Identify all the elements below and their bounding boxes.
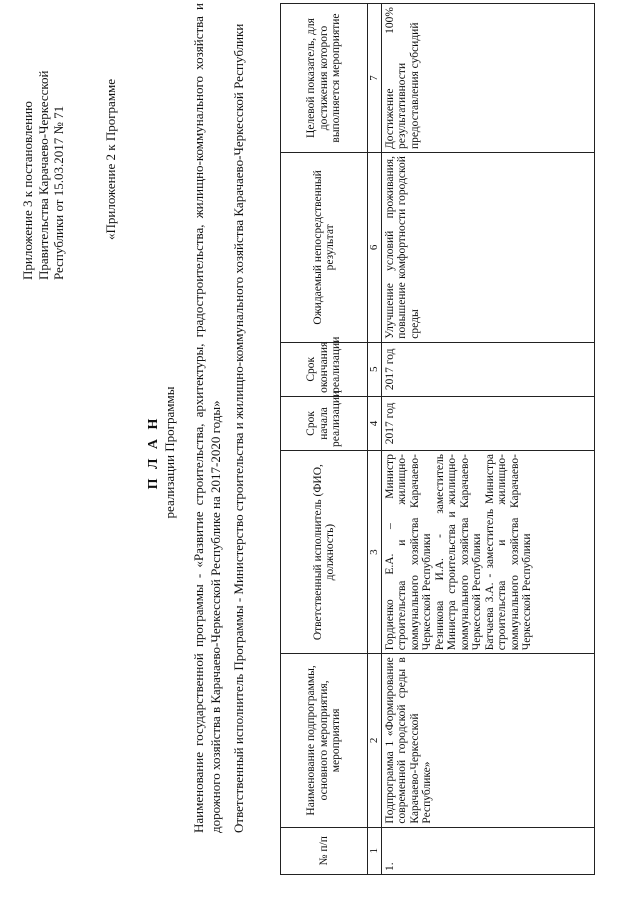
executors-cell [381,451,594,654]
table-row [381,4,594,875]
column-number: 5 [368,342,382,396]
column-number: 3 [368,451,382,654]
column-number: 7 [368,4,382,153]
plan-table [280,3,595,875]
header-cell: Ожидаемый непосредственный результат [281,153,368,343]
executor: Резникова И.А. - заместитель Министра строительства и жилищно-коммунального хозяйства Карачаево-Черкесской Республики [433,454,483,651]
column-number: 1 [368,827,382,874]
column-number: 6 [368,153,382,343]
table-header-row [281,4,368,875]
target-indicator: Достижение 100% результативности предоставления субсидий [381,4,594,153]
appendix-note [20,71,67,281]
executor: Гордиенко Е.А. – Министр строительства и жилищно-коммунального хозяйства Карачаево-Черкесской Республики [383,454,433,651]
page-subtitle: реализации Программы [162,386,177,519]
end-date: 2017 год [381,342,594,396]
column-number: 2 [368,654,382,827]
page-title: П Л А Н [146,415,161,490]
appendix-line: Правительства Карачаево-Черкесской [35,70,51,280]
expected-result: Улучшение условий проживания, повышение комфортности городской среды [381,153,594,343]
row-number: 1. [381,827,594,874]
appendix-line: Приложение 3 к постановлению [20,101,35,280]
header-cell: Целевой показатель, для достижения которого выполняется мероприятие [281,4,368,153]
responsible-executor: Ответственный исполнитель Программы - Министерство строительства и жилищно-коммунального хозяйства Карачаево-Черкесской Республики [231,23,246,833]
header-cell: Срок окончания реализации [281,342,368,396]
header-cell: № п/п [281,827,368,874]
header-cell: Срок начала реализации [281,396,368,450]
program-appendix-note: «Приложение 2 к Программе [103,78,118,240]
appendix-line: Республики от 15.03.2017 № 71 [51,105,66,280]
header-cell: Ответственный исполнитель (ФИО, должность) [281,451,368,654]
start-date: 2017 год [381,396,594,450]
program-name: Наименование государственной программы - «Развитие строительства, архитектуры, градостроительства, жилищно-коммунального хозяйства и дорожного хозяйства в Карачаево-Черкесской Республике на 2017-2020 годы» [191,3,223,833]
executor: Батчаева З.А. - заместитель Министра строительства и жилищно-коммунального хозяйства Карачаево-Черкесской Республики [483,454,533,651]
header-cell: Наименование подпрограммы, основного мероприятия, мероприятия [281,654,368,827]
column-number: 4 [368,396,382,450]
column-number-row [368,4,382,875]
subprogram-name: Подпрограмма 1 «Формирование современной городской среды в Карачаево-Черкесской Республике» [381,654,594,827]
